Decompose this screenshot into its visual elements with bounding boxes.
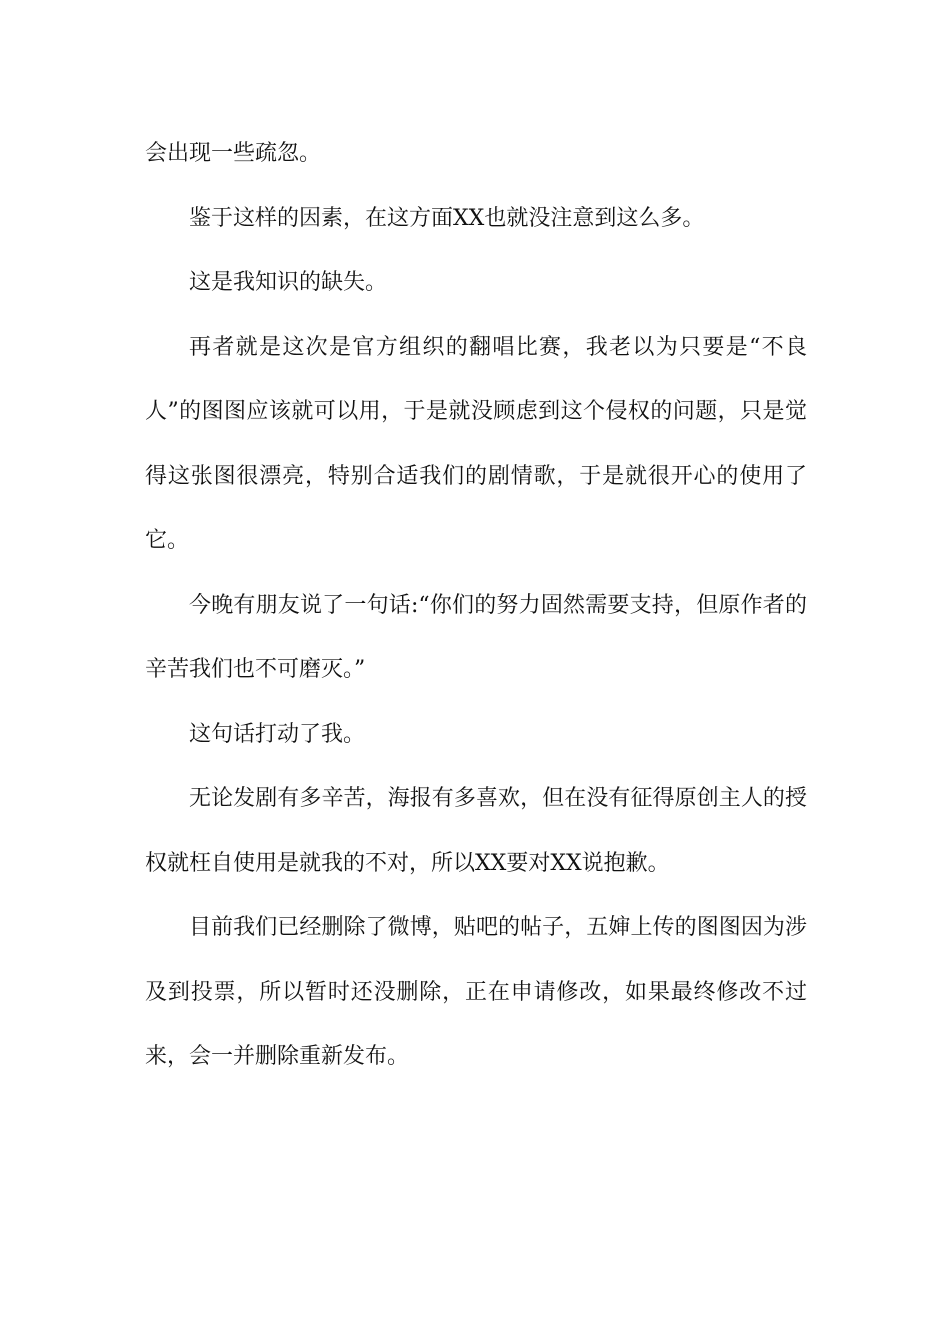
paragraph-6: 这句话打动了我。 bbox=[189, 721, 366, 747]
paragraph-8: 目前我们已经删除了微博，贴吧的帖子，五婶上传的图图因为涉及到投票，所以暂时还没删除，正在申请修改，如果最终修改不过来，会一并删除重新发布。 bbox=[145, 915, 807, 1069]
paragraph-7: 无论发剧有多辛苦，海报有多喜欢，但在没有征得原创主人的授权就枉自使用是就我的不对，所以XX要对XX说抱歉。 bbox=[145, 786, 807, 876]
paragraph-2: 鉴于这样的因素，在这方面XX也就没注意到这么多。 bbox=[189, 205, 705, 231]
paragraph-4: 再者就是这次是官方组织的翻唱比赛，我老以为只要是“不良人”的图图应该就可以用，于是就没顾虑到这个侵权的问题，只是觉得这张图很漂亮，特别合适我们的剧情歌，于是就很开心的使用了它。 bbox=[145, 334, 807, 553]
paragraph-3: 这是我知识的缺失。 bbox=[189, 270, 388, 295]
paragraph-1: 会出现一些疏忽。 bbox=[145, 141, 322, 166]
paragraph-5: 今晚有朋友说了一句话:“你们的努力固然需要支持，但原作者的辛苦我们也不可磨灭。” bbox=[145, 592, 807, 682]
document-body bbox=[145, 122, 807, 1090]
